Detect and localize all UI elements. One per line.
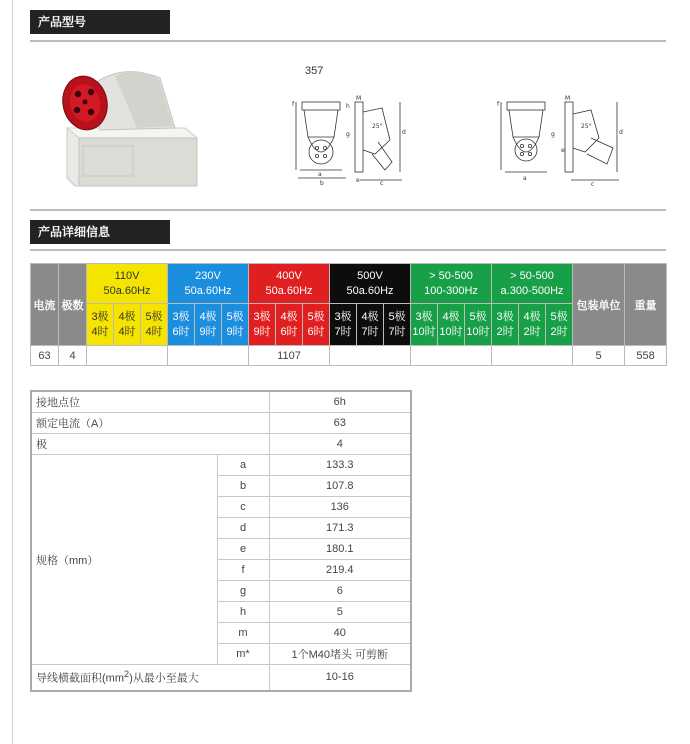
svg-text:M: M (565, 95, 571, 102)
dim-key: b (217, 476, 269, 497)
svg-text:25°: 25° (581, 123, 592, 130)
section-divider (30, 209, 666, 211)
header-weight: 重量 (625, 264, 667, 346)
diagram-caption: 357 (305, 65, 324, 77)
pole-cell: 3极 2时 (492, 304, 519, 346)
svg-text:d: d (402, 129, 406, 136)
header-50-500-300-500hz: > 50-500 a.300-500Hz (492, 264, 573, 304)
spec-label-wire: 导线横截面积$(mm^2)$从最小至最大 (31, 665, 269, 691)
dim-value: 5 (269, 602, 411, 623)
dim-value: 171.3 (269, 518, 411, 539)
spec-value-wire: 10-16 (269, 665, 411, 691)
spec-value-pole: 4 (269, 434, 411, 455)
dimension-drawing-variant (495, 92, 645, 187)
svg-text:f: f (292, 101, 295, 108)
spec-table (30, 390, 412, 692)
pole-cell: 5极 7时 (384, 304, 411, 346)
dim-value: 40 (269, 623, 411, 644)
spec-value-ground: 6h (269, 391, 411, 413)
svg-text:g: g (551, 131, 555, 138)
dimension-drawing-front-side (290, 92, 440, 187)
row-empty (411, 346, 492, 366)
pole-cell: 5极 4时 (141, 304, 168, 346)
svg-text:e: e (561, 147, 565, 154)
dim-value: 136 (269, 497, 411, 518)
pole-cell: 3极 4时 (87, 304, 114, 346)
pole-cell: 3极 6时 (168, 304, 195, 346)
dim-value: 180.1 (269, 539, 411, 560)
section-divider (30, 249, 666, 251)
svg-text:c: c (591, 181, 595, 187)
dim-value: 107.8 (269, 476, 411, 497)
dim-key: c (217, 497, 269, 518)
row-weight: 558 (625, 346, 667, 366)
svg-text:f: f (497, 101, 500, 108)
dim-value: 219.4 (269, 560, 411, 581)
header-current: 电流 (31, 264, 59, 346)
svg-text:e: e (356, 177, 360, 184)
dim-value: 6 (269, 581, 411, 602)
dim-key: f (217, 560, 269, 581)
spec-label-size: 规格（mm） (31, 455, 217, 665)
svg-text:a: a (318, 171, 322, 178)
svg-text:d: d (619, 129, 623, 136)
row-empty (330, 346, 411, 366)
pole-cell: 4极 9时 (195, 304, 222, 346)
pole-cell: 4极 10时 (438, 304, 465, 346)
dim-value: 1个M40堵头 可剪断 (269, 644, 411, 665)
pole-cell: 5极 2时 (546, 304, 573, 346)
spec-label-rated: 额定电流（A） (31, 413, 269, 434)
dim-key: d (217, 518, 269, 539)
spec-label-pole: 极 (31, 434, 269, 455)
pole-cell: 4极 6时 (276, 304, 303, 346)
pole-cell: 5极 9时 (222, 304, 249, 346)
spec-label-ground: 接地点位 (31, 391, 269, 413)
row-empty (87, 346, 168, 366)
pole-cell: 5极 10时 (465, 304, 492, 346)
svg-text:h: h (346, 103, 350, 110)
section-title-detail: 产品详细信息 (30, 220, 170, 244)
svg-text:a: a (523, 175, 527, 182)
pole-cell: 4极 2时 (519, 304, 546, 346)
section-divider (30, 40, 666, 42)
header-500v: 500V 50a.60Hz (330, 264, 411, 304)
dim-key: m* (217, 644, 269, 665)
row-empty (492, 346, 573, 366)
pole-cell: 4极 7时 (357, 304, 384, 346)
pole-cell: 3极 10时 (411, 304, 438, 346)
pole-cell: 3极 7时 (330, 304, 357, 346)
header-poles: 极数 (59, 264, 87, 346)
svg-text:g: g (346, 131, 350, 138)
dim-key: e (217, 539, 269, 560)
header-110v: 110V 50a.60Hz (87, 264, 168, 304)
page-frame-line (12, 0, 13, 744)
product-photo (55, 58, 205, 193)
row-code: 1107 (249, 346, 330, 366)
dim-key: g (217, 581, 269, 602)
row-empty (168, 346, 249, 366)
dim-value: 133.3 (269, 455, 411, 476)
dim-key: h (217, 602, 269, 623)
svg-text:c: c (380, 180, 384, 187)
dim-key: m (217, 623, 269, 644)
pole-cell: 4极 4时 (114, 304, 141, 346)
svg-text:b: b (320, 180, 324, 187)
header-50-500-100-300hz: > 50-500 100-300Hz (411, 264, 492, 304)
header-package: 包装单位 (573, 264, 625, 346)
pole-cell: 5极 6时 (303, 304, 330, 346)
section-title-model: 产品型号 (30, 10, 170, 34)
svg-text:25°: 25° (372, 123, 383, 130)
dim-key: a (217, 455, 269, 476)
svg-text:M: M (356, 95, 362, 102)
pole-cell: 3极 9时 (249, 304, 276, 346)
header-230v: 230V 50a.60Hz (168, 264, 249, 304)
spec-value-rated: 63 (269, 413, 411, 434)
header-400v: 400V 50a.60Hz (249, 264, 330, 304)
row-current: 63 (31, 346, 59, 366)
row-poles: 4 (59, 346, 87, 366)
product-detail-table (30, 263, 667, 366)
row-package: 5 (573, 346, 625, 366)
